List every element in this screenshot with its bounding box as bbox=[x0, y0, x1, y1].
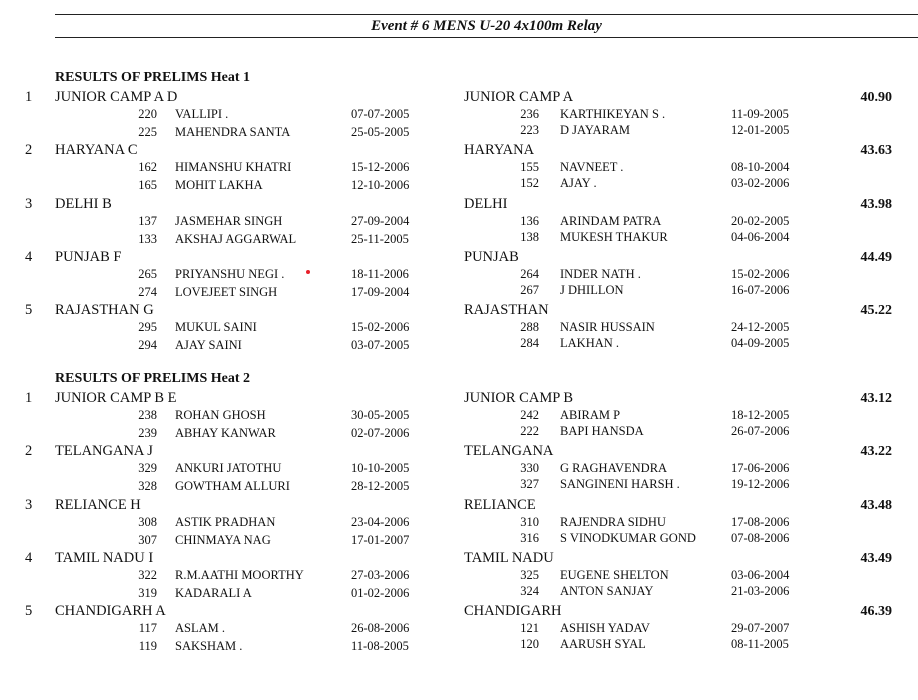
runner-bib: 152 bbox=[520, 176, 539, 191]
runner-dob: 27-09-2004 bbox=[351, 213, 410, 228]
result-rank: 4 bbox=[25, 248, 33, 265]
club-name: TELANGANA bbox=[464, 443, 554, 460]
runner-bib: 238 bbox=[138, 408, 157, 422]
title-rule bbox=[55, 37, 918, 38]
runner-bib: 328 bbox=[138, 479, 157, 494]
result-time: 43.12 bbox=[860, 391, 892, 406]
runner-dob: 04-06-2004 bbox=[731, 229, 790, 244]
runner-bib: 329 bbox=[138, 461, 157, 476]
runner-bib: 327 bbox=[520, 477, 539, 492]
runner-dob: 17-06-2006 bbox=[731, 461, 790, 476]
runner-bib: 325 bbox=[520, 567, 539, 582]
runner-dob: 17-09-2004 bbox=[351, 284, 410, 299]
result-rank: 5 bbox=[25, 302, 33, 319]
runner-name: SANGINENI HARSH . bbox=[560, 477, 680, 492]
runner-name: ANKURI JATOTHU bbox=[175, 461, 282, 476]
runner-dob: 07-07-2005 bbox=[351, 107, 410, 121]
club-name: JUNIOR CAMP B bbox=[464, 390, 574, 406]
result-time: 43.48 bbox=[860, 497, 892, 513]
runner-name: NASIR HUSSAIN bbox=[560, 320, 655, 335]
runner-name: ABHAY KANWAR bbox=[175, 426, 276, 440]
runner-dob: 26-07-2006 bbox=[731, 424, 790, 438]
runner-bib: 155 bbox=[520, 160, 539, 175]
team-name: HARYANA C bbox=[55, 142, 138, 159]
runner-name: CHINMAYA NAG bbox=[175, 532, 271, 547]
runner-dob: 25-11-2005 bbox=[351, 231, 409, 246]
runner-name: MOHIT LAKHA bbox=[175, 178, 263, 193]
runner-name: NAVNEET . bbox=[560, 160, 624, 175]
runner-bib: 236 bbox=[520, 107, 539, 121]
club-name: DELHI bbox=[464, 195, 508, 212]
runner-dob: 15-02-2006 bbox=[731, 266, 790, 281]
runner-dob: 18-11-2006 bbox=[351, 266, 409, 281]
team-name: TELANGANA J bbox=[55, 443, 153, 460]
runner-name: ANTON SANJAY bbox=[560, 583, 654, 598]
runner-dob: 03-07-2005 bbox=[351, 338, 410, 353]
result-rank: 3 bbox=[25, 496, 33, 513]
runner-name: ROHAN GHOSH bbox=[175, 408, 266, 422]
runner-name: ASTIK PRADHAN bbox=[175, 514, 276, 529]
runner-bib: 307 bbox=[138, 532, 157, 547]
runner-bib: 316 bbox=[520, 530, 539, 545]
result-time: 44.49 bbox=[860, 249, 892, 265]
runner-name: EUGENE SHELTON bbox=[560, 567, 669, 582]
runner-bib: 121 bbox=[520, 621, 539, 636]
runner-bib: 137 bbox=[138, 213, 157, 228]
club-name: RELIANCE bbox=[464, 496, 536, 513]
runner-bib: 133 bbox=[138, 231, 157, 246]
runner-name: RAJENDRA SIDHU bbox=[560, 514, 666, 529]
runner-name: BAPI HANSDA bbox=[560, 424, 644, 438]
result-time: 43.49 bbox=[860, 550, 892, 566]
runner-name: ASLAM . bbox=[175, 621, 226, 636]
runner-dob: 11-09-2005 bbox=[731, 107, 789, 121]
result-rank: 4 bbox=[25, 549, 33, 566]
runner-bib: 330 bbox=[520, 461, 539, 476]
runner-name: MAHENDRA SANTA bbox=[175, 125, 291, 139]
runner-name: MUKUL SAINI bbox=[175, 320, 257, 335]
runner-name: KADARALI A bbox=[175, 585, 252, 600]
top-rule bbox=[55, 14, 918, 15]
runner-bib: 165 bbox=[138, 178, 157, 193]
runner-bib: 274 bbox=[138, 284, 157, 299]
runner-bib: 117 bbox=[138, 621, 157, 636]
runner-bib: 119 bbox=[138, 639, 157, 654]
runner-name: HIMANSHU KHATRI bbox=[175, 160, 292, 175]
runner-dob: 17-01-2007 bbox=[351, 532, 410, 547]
club-name: RAJASTHAN bbox=[464, 302, 549, 319]
runner-bib: 324 bbox=[520, 583, 539, 598]
result-rank: 5 bbox=[25, 603, 33, 620]
runner-bib: 264 bbox=[520, 266, 539, 281]
runner-dob: 11-08-2005 bbox=[351, 639, 409, 654]
runner-bib: 225 bbox=[138, 125, 157, 139]
result-time: 45.22 bbox=[860, 303, 892, 319]
club-name: CHANDIGARH bbox=[464, 603, 562, 620]
club-name: JUNIOR CAMP A bbox=[464, 89, 574, 105]
heat-2-header: RESULTS OF PRELIMS Heat 2 bbox=[55, 371, 250, 386]
team-name: RELIANCE H bbox=[55, 496, 141, 513]
result-rank: 1 bbox=[25, 89, 33, 105]
runner-name: LAKHAN . bbox=[560, 336, 620, 351]
heat-1-header: RESULTS OF PRELIMS Heat 1 bbox=[55, 70, 250, 85]
runner-bib: 284 bbox=[520, 336, 539, 351]
runner-dob: 01-02-2006 bbox=[351, 585, 410, 600]
club-name: TAMIL NADU bbox=[464, 549, 554, 566]
runner-dob: 02-07-2006 bbox=[351, 426, 410, 440]
runner-dob: 29-07-2007 bbox=[731, 621, 790, 636]
runner-dob: 08-11-2005 bbox=[731, 637, 789, 652]
result-time: 43.63 bbox=[860, 143, 892, 159]
team-name: CHANDIGARH A bbox=[55, 603, 166, 620]
runner-name: S VINODKUMAR GOND bbox=[560, 530, 696, 545]
runner-bib: 322 bbox=[138, 567, 157, 582]
team-name: JUNIOR CAMP A D bbox=[55, 89, 178, 105]
runner-name: D JAYARAM bbox=[560, 123, 631, 137]
runner-dob: 30-05-2005 bbox=[351, 408, 410, 422]
runner-name: G RAGHAVENDRA bbox=[560, 461, 668, 476]
team-name: JUNIOR CAMP B E bbox=[55, 390, 177, 406]
runner-bib: 120 bbox=[520, 637, 539, 652]
runner-name: LOVEJEET SINGH bbox=[175, 284, 278, 299]
runner-bib: 239 bbox=[138, 426, 157, 440]
runner-dob: 19-12-2006 bbox=[731, 477, 790, 492]
runner-dob: 03-02-2006 bbox=[731, 176, 790, 191]
result-rank: 2 bbox=[25, 443, 33, 460]
runner-dob: 28-12-2005 bbox=[351, 479, 410, 494]
runner-dob: 20-02-2005 bbox=[731, 213, 790, 228]
runner-name: AKSHAJ AGGARWAL bbox=[175, 231, 297, 246]
runner-name: VALLIPI . bbox=[175, 107, 229, 121]
runner-name: AJAY . bbox=[560, 176, 597, 191]
runner-name: J DHILLON bbox=[560, 282, 624, 297]
runner-dob: 12-01-2005 bbox=[731, 123, 790, 137]
runner-bib: 265 bbox=[138, 266, 157, 281]
runner-name: AARUSH SYAL bbox=[560, 637, 646, 652]
runner-bib: 310 bbox=[520, 514, 539, 529]
runner-name: R.M.AATHI MOORTHY bbox=[175, 567, 304, 582]
team-name: RAJASTHAN G bbox=[55, 302, 154, 319]
runner-dob: 27-03-2006 bbox=[351, 567, 410, 582]
runner-bib: 220 bbox=[138, 107, 157, 121]
runner-dob: 04-09-2005 bbox=[731, 336, 790, 351]
runner-bib: 223 bbox=[520, 123, 539, 137]
runner-name: AJAY SAINI bbox=[175, 338, 242, 353]
runner-bib: 222 bbox=[520, 424, 539, 438]
runner-dob: 07-08-2006 bbox=[731, 530, 790, 545]
runner-bib: 295 bbox=[138, 320, 157, 335]
club-name: PUNJAB bbox=[464, 248, 519, 265]
runner-name: KARTHIKEYAN S . bbox=[560, 107, 666, 121]
red-dot-mark bbox=[306, 270, 310, 274]
runner-dob: 16-07-2006 bbox=[731, 282, 790, 297]
result-time: 43.98 bbox=[860, 196, 892, 212]
runner-bib: 288 bbox=[520, 320, 539, 335]
team-name: PUNJAB F bbox=[55, 248, 122, 265]
runner-dob: 17-08-2006 bbox=[731, 514, 790, 529]
runner-dob: 25-05-2005 bbox=[351, 125, 410, 139]
result-time: 46.39 bbox=[860, 604, 892, 620]
result-time: 43.22 bbox=[860, 444, 892, 460]
runner-dob: 08-10-2004 bbox=[731, 160, 790, 175]
runner-bib: 267 bbox=[520, 282, 539, 297]
runner-name: PRIYANSHU NEGI . bbox=[175, 266, 285, 281]
event-title: Event # 6 MENS U-20 4x100m Relay bbox=[371, 18, 602, 34]
runner-dob: 21-03-2006 bbox=[731, 583, 790, 598]
result-rank: 3 bbox=[25, 195, 33, 212]
result-rank: 1 bbox=[25, 390, 33, 406]
team-name: TAMIL NADU I bbox=[55, 549, 154, 566]
runner-dob: 26-08-2006 bbox=[351, 621, 410, 636]
result-time: 40.90 bbox=[860, 90, 892, 105]
runner-dob: 24-12-2005 bbox=[731, 320, 790, 335]
result-rank: 2 bbox=[25, 142, 33, 159]
runner-dob: 15-12-2006 bbox=[351, 160, 410, 175]
runner-bib: 308 bbox=[138, 514, 157, 529]
runner-bib: 136 bbox=[520, 213, 539, 228]
runner-bib: 242 bbox=[520, 408, 539, 422]
runner-name: ABIRAM P bbox=[560, 408, 621, 422]
runner-name: ARINDAM PATRA bbox=[560, 213, 662, 228]
runner-name: ASHISH YADAV bbox=[560, 621, 650, 636]
runner-name: MUKESH THAKUR bbox=[560, 229, 668, 244]
runner-name: SAKSHAM . bbox=[175, 639, 243, 654]
runner-dob: 15-02-2006 bbox=[351, 320, 410, 335]
runner-dob: 23-04-2006 bbox=[351, 514, 410, 529]
runner-bib: 294 bbox=[138, 338, 157, 353]
runner-dob: 18-12-2005 bbox=[731, 408, 790, 422]
team-name: DELHI B bbox=[55, 195, 112, 212]
runner-dob: 10-10-2005 bbox=[351, 461, 410, 476]
runner-name: INDER NATH . bbox=[560, 266, 641, 281]
runner-bib: 162 bbox=[138, 160, 157, 175]
runner-bib: 138 bbox=[520, 229, 539, 244]
runner-dob: 03-06-2004 bbox=[731, 567, 790, 582]
runner-name: JASMEHAR SINGH bbox=[175, 213, 283, 228]
runner-name: GOWTHAM ALLURI bbox=[175, 479, 290, 494]
runner-dob: 12-10-2006 bbox=[351, 178, 410, 193]
club-name: HARYANA bbox=[464, 142, 535, 159]
runner-bib: 319 bbox=[138, 585, 157, 600]
